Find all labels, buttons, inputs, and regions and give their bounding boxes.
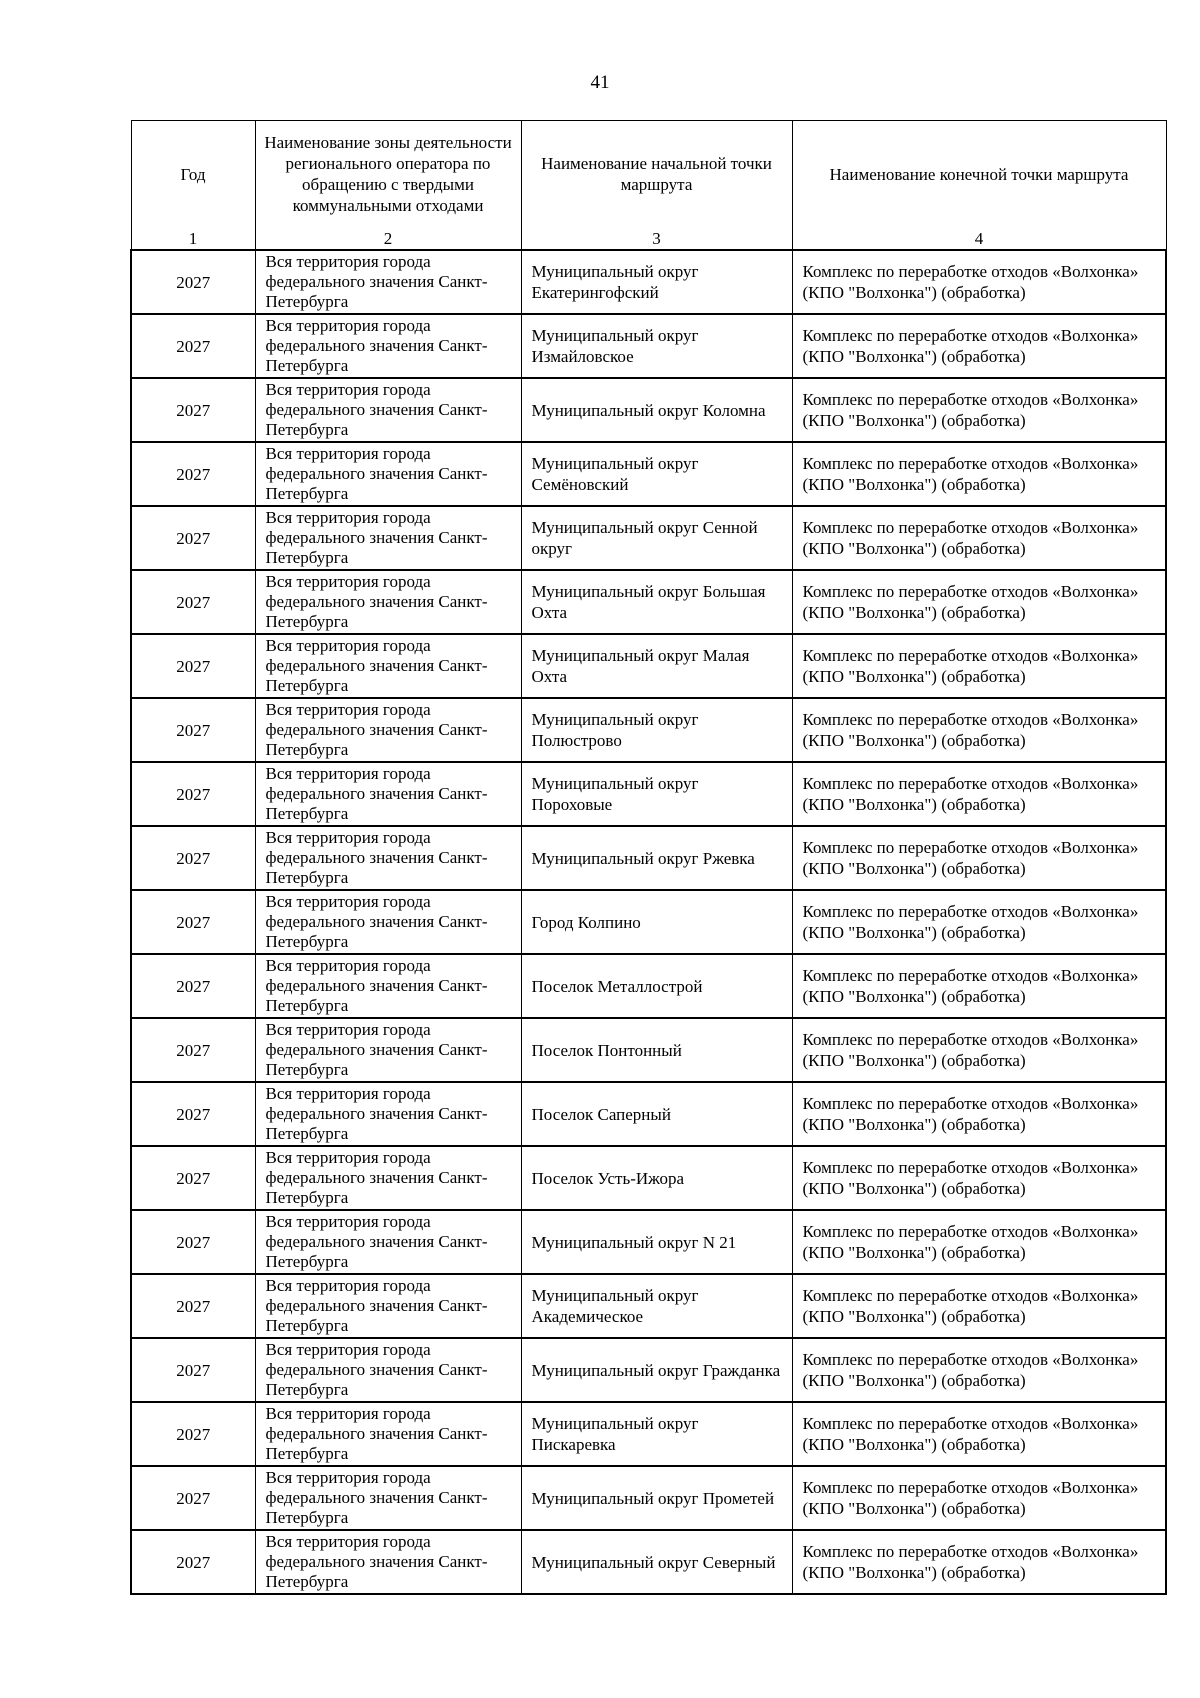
end-point-cell: Комплекс по переработке отходов «Волхонка» (КПО "Волхонка") (обработка) bbox=[792, 378, 1166, 442]
zone-cell: Вся территория города федерального значения Санкт-Петербурга bbox=[255, 570, 521, 634]
year-cell: 2027 bbox=[131, 954, 255, 1018]
table-row bbox=[131, 826, 1166, 890]
zone-cell: Вся территория города федерального значения Санкт-Петербурга bbox=[255, 698, 521, 762]
end-point-cell: Комплекс по переработке отходов «Волхонка» (КПО "Волхонка") (обработка) bbox=[792, 954, 1166, 1018]
table-row bbox=[131, 314, 1166, 378]
zone-cell: Вся территория города федерального значения Санкт-Петербурга bbox=[255, 506, 521, 570]
zone-cell: Вся территория города федерального значения Санкт-Петербурга bbox=[255, 954, 521, 1018]
year-cell: 2027 bbox=[131, 1274, 255, 1338]
zone-cell: Вся территория города федерального значения Санкт-Петербурга bbox=[255, 1018, 521, 1082]
end-point-cell: Комплекс по переработке отходов «Волхонка» (КПО "Волхонка") (обработка) bbox=[792, 506, 1166, 570]
zone-cell: Вся территория города федерального значения Санкт-Петербурга bbox=[255, 634, 521, 698]
end-point-cell: Комплекс по переработке отходов «Волхонка» (КПО "Волхонка") (обработка) bbox=[792, 442, 1166, 506]
end-point-cell: Комплекс по переработке отходов «Волхонка» (КПО "Волхонка") (обработка) bbox=[792, 1466, 1166, 1530]
end-point-cell: Комплекс по переработке отходов «Волхонка» (КПО "Волхонка") (обработка) bbox=[792, 570, 1166, 634]
year-cell: 2027 bbox=[131, 314, 255, 378]
end-point-cell: Комплекс по переработке отходов «Волхонка» (КПО "Волхонка") (обработка) bbox=[792, 826, 1166, 890]
table-row bbox=[131, 1530, 1166, 1594]
year-cell: 2027 bbox=[131, 826, 255, 890]
end-point-cell: Комплекс по переработке отходов «Волхонка» (КПО "Волхонка") (обработка) bbox=[792, 698, 1166, 762]
start-point-cell: Муниципальный округ Малая Охта bbox=[521, 634, 792, 698]
year-cell: 2027 bbox=[131, 250, 255, 314]
table-row bbox=[131, 442, 1166, 506]
table-row bbox=[131, 762, 1166, 826]
year-cell: 2027 bbox=[131, 1466, 255, 1530]
end-point-cell: Комплекс по переработке отходов «Волхонка» (КПО "Волхонка") (обработка) bbox=[792, 314, 1166, 378]
table-row bbox=[131, 698, 1166, 762]
header-zone: Наименование зоны деятельности регионального оператора по обращению с твердыми коммунальными отходами bbox=[255, 121, 521, 228]
start-point-cell: Муниципальный округ Сенной округ bbox=[521, 506, 792, 570]
table-row bbox=[131, 506, 1166, 570]
start-point-cell: Муниципальный округ Екатерингофский bbox=[521, 250, 792, 314]
table-body bbox=[131, 250, 1166, 1594]
start-point-cell: Город Колпино bbox=[521, 890, 792, 954]
table-row bbox=[131, 1402, 1166, 1466]
zone-cell: Вся территория города федерального значения Санкт-Петербурга bbox=[255, 1146, 521, 1210]
header-start-point: Наименование начальной точки маршрута bbox=[521, 121, 792, 228]
start-point-cell: Муниципальный округ N 21 bbox=[521, 1210, 792, 1274]
zone-cell: Вся территория города федерального значения Санкт-Петербурга bbox=[255, 1466, 521, 1530]
table-row bbox=[131, 250, 1166, 314]
table-row bbox=[131, 570, 1166, 634]
zone-cell: Вся территория города федерального значения Санкт-Петербурга bbox=[255, 442, 521, 506]
end-point-cell: Комплекс по переработке отходов «Волхонка» (КПО "Волхонка") (обработка) bbox=[792, 1082, 1166, 1146]
table-row bbox=[131, 954, 1166, 1018]
start-point-cell: Муниципальный округ Академическое bbox=[521, 1274, 792, 1338]
start-point-cell: Муниципальный округ Гражданка bbox=[521, 1338, 792, 1402]
start-point-cell: Муниципальный округ Пискаревка bbox=[521, 1402, 792, 1466]
end-point-cell: Комплекс по переработке отходов «Волхонка» (КПО "Волхонка") (обработка) bbox=[792, 1274, 1166, 1338]
column-number: 4 bbox=[792, 227, 1166, 250]
zone-cell: Вся территория города федерального значения Санкт-Петербурга bbox=[255, 762, 521, 826]
year-cell: 2027 bbox=[131, 634, 255, 698]
end-point-cell: Комплекс по переработке отходов «Волхонка» (КПО "Волхонка") (обработка) bbox=[792, 1402, 1166, 1466]
year-cell: 2027 bbox=[131, 506, 255, 570]
year-cell: 2027 bbox=[131, 570, 255, 634]
table-row bbox=[131, 634, 1166, 698]
start-point-cell: Муниципальный округ Северный bbox=[521, 1530, 792, 1594]
table-row bbox=[131, 1018, 1166, 1082]
table-row bbox=[131, 1274, 1166, 1338]
zone-cell: Вся территория города федерального значения Санкт-Петербурга bbox=[255, 378, 521, 442]
start-point-cell: Муниципальный округ Большая Охта bbox=[521, 570, 792, 634]
column-number: 2 bbox=[255, 227, 521, 250]
end-point-cell: Комплекс по переработке отходов «Волхонка» (КПО "Волхонка") (обработка) bbox=[792, 1210, 1166, 1274]
year-cell: 2027 bbox=[131, 1018, 255, 1082]
start-point-cell: Муниципальный округ Коломна bbox=[521, 378, 792, 442]
zone-cell: Вся территория города федерального значения Санкт-Петербурга bbox=[255, 890, 521, 954]
year-cell: 2027 bbox=[131, 1402, 255, 1466]
zone-cell: Вся территория города федерального значения Санкт-Петербурга bbox=[255, 1210, 521, 1274]
header-end-point: Наименование конечной точки маршрута bbox=[792, 121, 1166, 228]
table-row bbox=[131, 1210, 1166, 1274]
start-point-cell: Муниципальный округ Семёновский bbox=[521, 442, 792, 506]
year-cell: 2027 bbox=[131, 698, 255, 762]
start-point-cell: Поселок Металлострой bbox=[521, 954, 792, 1018]
start-point-cell: Муниципальный округ Ржевка bbox=[521, 826, 792, 890]
end-point-cell: Комплекс по переработке отходов «Волхонка» (КПО "Волхонка") (обработка) bbox=[792, 1338, 1166, 1402]
column-number-row bbox=[131, 227, 1166, 250]
end-point-cell: Комплекс по переработке отходов «Волхонка» (КПО "Волхонка") (обработка) bbox=[792, 1530, 1166, 1594]
end-point-cell: Комплекс по переработке отходов «Волхонка» (КПО "Волхонка") (обработка) bbox=[792, 634, 1166, 698]
zone-cell: Вся территория города федерального значения Санкт-Петербурга bbox=[255, 250, 521, 314]
zone-cell: Вся территория города федерального значения Санкт-Петербурга bbox=[255, 1082, 521, 1146]
zone-cell: Вся территория города федерального значения Санкт-Петербурга bbox=[255, 826, 521, 890]
table-row bbox=[131, 1466, 1166, 1530]
year-cell: 2027 bbox=[131, 1210, 255, 1274]
end-point-cell: Комплекс по переработке отходов «Волхонка» (КПО "Волхонка") (обработка) bbox=[792, 762, 1166, 826]
year-cell: 2027 bbox=[131, 442, 255, 506]
year-cell: 2027 bbox=[131, 378, 255, 442]
year-cell: 2027 bbox=[131, 762, 255, 826]
year-cell: 2027 bbox=[131, 1082, 255, 1146]
year-cell: 2027 bbox=[131, 1338, 255, 1402]
start-point-cell: Муниципальный округ Полюстрово bbox=[521, 698, 792, 762]
end-point-cell: Комплекс по переработке отходов «Волхонка» (КПО "Волхонка") (обработка) bbox=[792, 890, 1166, 954]
routes-table bbox=[130, 120, 1167, 1595]
start-point-cell: Муниципальный округ Измайловское bbox=[521, 314, 792, 378]
year-cell: 2027 bbox=[131, 1146, 255, 1210]
table-row bbox=[131, 1338, 1166, 1402]
start-point-cell: Поселок Понтонный bbox=[521, 1018, 792, 1082]
column-number: 3 bbox=[521, 227, 792, 250]
end-point-cell: Комплекс по переработке отходов «Волхонка» (КПО "Волхонка") (обработка) bbox=[792, 1146, 1166, 1210]
table-header-row bbox=[131, 121, 1166, 228]
start-point-cell: Поселок Саперный bbox=[521, 1082, 792, 1146]
page-number: 41 bbox=[590, 72, 610, 93]
start-point-cell: Муниципальный округ Прометей bbox=[521, 1466, 792, 1530]
table-row bbox=[131, 1146, 1166, 1210]
zone-cell: Вся территория города федерального значения Санкт-Петербурга bbox=[255, 1274, 521, 1338]
table-row bbox=[131, 378, 1166, 442]
start-point-cell: Муниципальный округ Пороховые bbox=[521, 762, 792, 826]
zone-cell: Вся территория города федерального значения Санкт-Петербурга bbox=[255, 1338, 521, 1402]
zone-cell: Вся территория города федерального значения Санкт-Петербурга bbox=[255, 1530, 521, 1594]
column-number: 1 bbox=[131, 227, 255, 250]
start-point-cell: Поселок Усть-Ижора bbox=[521, 1146, 792, 1210]
table-row bbox=[131, 890, 1166, 954]
end-point-cell: Комплекс по переработке отходов «Волхонка» (КПО "Волхонка") (обработка) bbox=[792, 1018, 1166, 1082]
header-year: Год bbox=[131, 121, 255, 228]
end-point-cell: Комплекс по переработке отходов «Волхонка» (КПО "Волхонка") (обработка) bbox=[792, 250, 1166, 314]
year-cell: 2027 bbox=[131, 890, 255, 954]
table-row bbox=[131, 1082, 1166, 1146]
zone-cell: Вся территория города федерального значения Санкт-Петербурга bbox=[255, 1402, 521, 1466]
year-cell: 2027 bbox=[131, 1530, 255, 1594]
zone-cell: Вся территория города федерального значения Санкт-Петербурга bbox=[255, 314, 521, 378]
